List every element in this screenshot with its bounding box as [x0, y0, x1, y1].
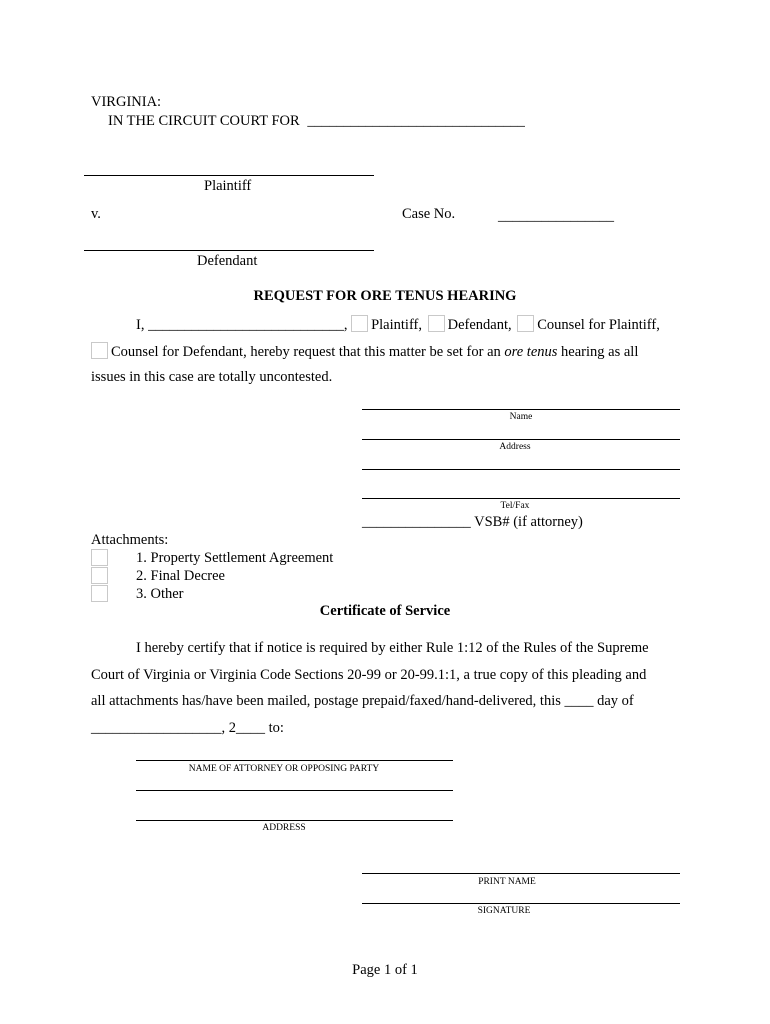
vsb-row	[362, 514, 583, 531]
attachment-item-2: 2. Final Decree	[136, 568, 225, 584]
address-service-line[interactable]	[136, 820, 453, 821]
counsel-defendant-checkbox[interactable]	[91, 342, 108, 359]
case-no-label: Case No.	[402, 206, 456, 222]
hearing-tail: hearing as all	[561, 344, 639, 360]
court-label: IN THE CIRCUIT COURT FOR	[108, 113, 300, 129]
certificate-heading: Certificate of Service	[319, 603, 451, 619]
defendant-checkbox[interactable]	[428, 315, 445, 332]
counsel-defendant-option-label: Counsel for Defendant, hereby request that this matter be set for an	[111, 344, 501, 360]
attachment-item-1: 1. Property Settlement Agreement	[136, 550, 334, 566]
certificate-line-2: Court of Virginia or Virginia Code Sections 20-99 or 20-99.1:1, a true copy of this pleading and	[91, 667, 647, 683]
attachment-checkbox-1[interactable]	[91, 549, 108, 566]
attachments-heading: Attachments:	[91, 532, 169, 548]
request-line-3: issues in this case are totally uncontested.	[91, 369, 333, 385]
state-heading: VIRGINIA:	[91, 94, 162, 110]
court-heading	[108, 113, 525, 130]
plaintiff-checkbox[interactable]	[351, 315, 368, 332]
certificate-line-3: all attachments has/have been mailed, postage prepaid/faxed/hand-delivered, this ____ day of	[91, 693, 634, 709]
address-service-caption: ADDRESS	[262, 823, 306, 833]
address-caption: Address	[499, 442, 531, 452]
name-signature-line[interactable]	[362, 409, 680, 410]
vsb-field[interactable]: _______________	[362, 514, 471, 530]
attorney-caption: NAME OF ATTORNEY OR OPPOSING PARTY	[188, 764, 380, 774]
address-line-2[interactable]	[362, 469, 680, 470]
plaintiff-label: Plaintiff	[204, 178, 252, 194]
certificate-line-4: __________________, 2____ to:	[91, 720, 284, 736]
request-line-1	[136, 315, 660, 334]
signature-caption: SIGNATURE	[477, 906, 531, 916]
attachment-checkbox-2[interactable]	[91, 567, 108, 584]
court-name-field[interactable]: ______________________________	[307, 113, 525, 129]
defendant-label: Defendant	[197, 253, 258, 269]
attachment-checkbox-3[interactable]	[91, 585, 108, 602]
plaintiff-name-line[interactable]	[84, 175, 374, 176]
page-number: Page 1 of 1	[352, 962, 418, 978]
plaintiff-option-label: Plaintiff,	[371, 317, 422, 333]
signature-line[interactable]	[362, 903, 680, 904]
ore-tenus-term: ore tenus	[504, 344, 558, 360]
name-caption: Name	[509, 412, 533, 422]
tel-fax-line[interactable]	[362, 498, 680, 499]
vsb-label: VSB# (if attorney)	[474, 514, 583, 530]
counsel-plaintiff-checkbox[interactable]	[517, 315, 534, 332]
counsel-plaintiff-option-label: Counsel for Plaintiff,	[537, 317, 660, 333]
tel-fax-caption: Tel/Fax	[500, 501, 530, 511]
defendant-name-line[interactable]	[84, 250, 374, 251]
attachment-item-3: 3. Other	[136, 586, 184, 602]
defendant-option-label: Defendant,	[447, 317, 512, 333]
i-prefix: I,	[136, 317, 145, 333]
document-title: REQUEST FOR ORE TENUS HEARING	[253, 288, 517, 304]
attorney-name-line[interactable]	[136, 760, 453, 761]
certificate-line-1: I hereby certify that if notice is required by either Rule 1:12 of the Rules of the Supreme	[136, 640, 649, 656]
requester-name-field[interactable]: ___________________________	[148, 317, 344, 333]
versus-label: v.	[91, 206, 101, 222]
request-line-2	[91, 342, 638, 361]
print-name-line[interactable]	[362, 873, 680, 874]
print-name-caption: PRINT NAME	[478, 877, 536, 887]
comma: ,	[343, 317, 348, 333]
address-line-1[interactable]	[362, 439, 680, 440]
attorney-extra-line[interactable]	[136, 790, 453, 791]
case-no-field[interactable]: ________________	[498, 208, 614, 224]
